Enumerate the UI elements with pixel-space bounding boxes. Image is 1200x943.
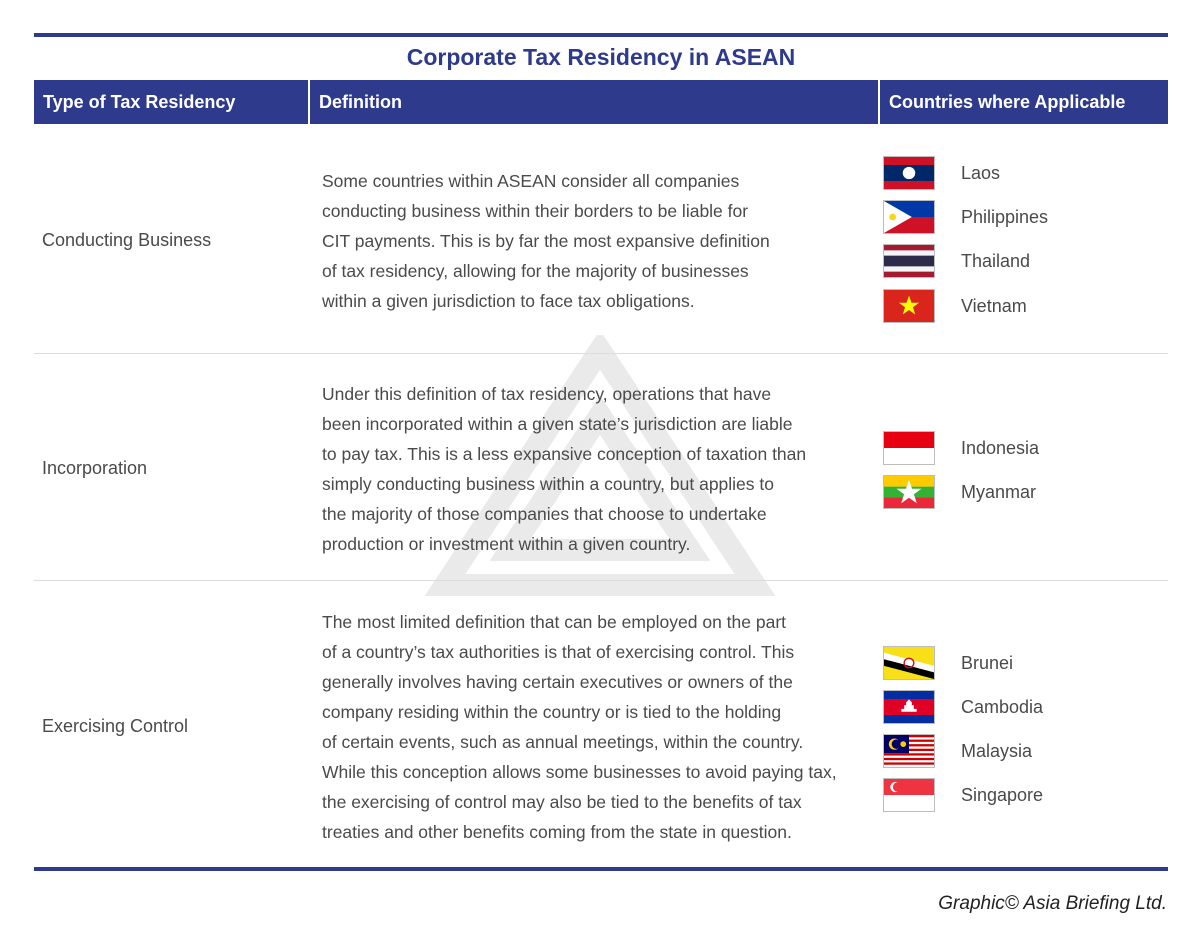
definition-line: to pay tax. This is a less expansive conception of taxation than xyxy=(322,444,807,464)
country-indonesia xyxy=(883,431,1039,465)
header-countries: Countries where Applicable xyxy=(880,80,1168,124)
definition-line: conducting business within their borders to be liable for xyxy=(322,201,749,221)
table-row xyxy=(34,581,1168,867)
definition-line: While this conception allows some businesses to avoid paying tax, xyxy=(322,762,837,782)
definition-line: the exercising of control may also be tied to the benefits of tax xyxy=(322,792,802,812)
definition-line: Some countries within ASEAN consider all companies xyxy=(322,171,740,191)
country-vietnam xyxy=(883,289,1027,323)
definition-line: the majority of those companies that choose to undertake xyxy=(322,504,767,524)
definition-line: been incorporated within a given state’s jurisdiction are liable xyxy=(322,414,793,434)
country-laos xyxy=(883,156,1000,190)
definition-line: Under this definition of tax residency, operations that have xyxy=(322,384,772,404)
definition-line: within a given jurisdiction to face tax obligations. xyxy=(322,291,695,311)
table-row xyxy=(34,354,1168,580)
definition-line: production or investment within a given country. xyxy=(322,534,691,554)
country-name: Brunei xyxy=(961,652,1014,673)
header-definition: Definition xyxy=(310,80,878,124)
country-name: Myanmar xyxy=(961,481,1037,502)
definition-line: of a country’s tax authorities is that of exercising control. This xyxy=(322,642,795,662)
country-thailand xyxy=(883,244,1030,278)
indonesia-flag-icon xyxy=(883,431,935,465)
definition-line: generally involves having certain executives or owners of the xyxy=(322,672,793,692)
top-rule xyxy=(34,33,1168,37)
country-cambodia xyxy=(883,690,1043,724)
page-title: Corporate Tax Residency in ASEAN xyxy=(406,44,796,70)
header-type: Type of Tax Residency xyxy=(34,80,308,124)
bottom-rule xyxy=(34,867,1168,871)
definition-line: CIT payments. This is by far the most expansive definition xyxy=(322,231,770,251)
brunei-flag-icon xyxy=(883,646,935,680)
vietnam-flag-icon xyxy=(883,289,935,323)
myanmar-flag-icon xyxy=(883,475,935,509)
country-name: Philippines xyxy=(961,206,1049,227)
country-philippines xyxy=(883,200,1048,234)
definition-line: of tax residency, allowing for the majority of businesses xyxy=(322,261,749,281)
residency-type: Conducting Business xyxy=(42,230,212,250)
country-name: Indonesia xyxy=(961,437,1040,458)
country-name: Malaysia xyxy=(961,740,1033,761)
definition-line: simply conducting business within a country, but applies to xyxy=(322,474,775,494)
definition-text xyxy=(322,166,867,316)
country-name: Laos xyxy=(961,162,1001,183)
residency-type: Incorporation xyxy=(42,458,148,478)
philippines-flag-icon xyxy=(883,200,935,234)
country-brunei xyxy=(883,646,1013,680)
cambodia-flag-icon xyxy=(883,690,935,724)
country-malaysia xyxy=(883,734,1032,768)
residency-type: Exercising Control xyxy=(42,716,189,736)
country-name: Singapore xyxy=(961,784,1044,805)
country-name: Cambodia xyxy=(961,696,1044,717)
definition-line: treaties and other benefits coming from the state in question. xyxy=(322,822,792,842)
thailand-flag-icon xyxy=(883,244,935,278)
table-header xyxy=(34,80,1168,124)
country-name: Vietnam xyxy=(961,295,1027,316)
definition-line: of certain events, such as annual meetings, within the country. xyxy=(322,732,804,752)
country-myanmar xyxy=(883,475,1036,509)
definition-line: company residing within the country or is tied to the holding xyxy=(322,702,782,722)
malaysia-flag-icon xyxy=(883,734,935,768)
laos-flag-icon xyxy=(883,156,935,190)
credit-text: Graphic© Asia Briefing Ltd. xyxy=(938,893,1167,914)
definition-line: The most limited definition that can be employed on the part xyxy=(322,612,787,632)
country-name: Thailand xyxy=(961,250,1031,271)
definition-text xyxy=(322,379,867,559)
country-singapore xyxy=(883,778,1043,812)
singapore-flag-icon xyxy=(883,778,935,812)
definition-text xyxy=(322,607,867,847)
